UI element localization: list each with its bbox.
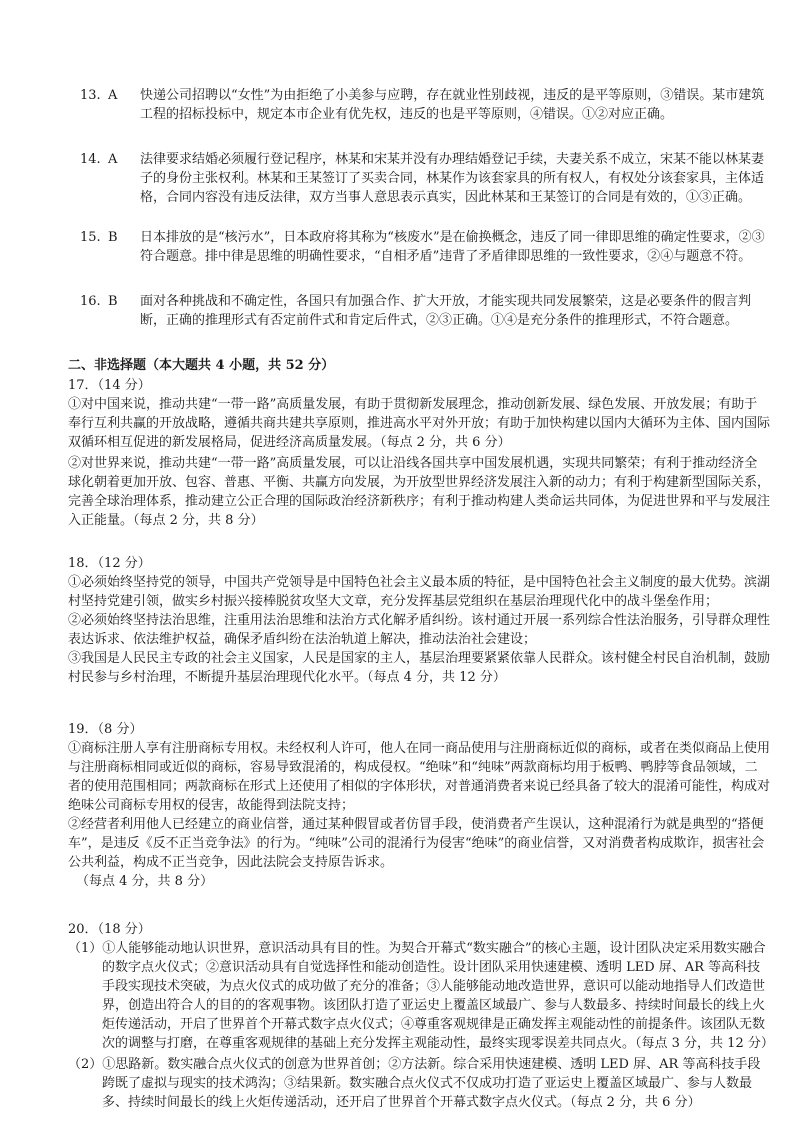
answer-point: ③我国是人民民主专政的社会主义国家，人民是国家的主人，基层治理要紧紧依靠人民群众。该村健全村民自治机制，鼓励村民参与乡村治理，不断提升基层治理现代化水平。（每点 4 分，共 12 分） — [68, 651, 771, 685]
answer-point: ②对世界来说，推动共建“一带一路”高质量发展，可以让沿线各国共享中国发展机遇，实现共同繁荣；有利于推动经济全球化朝着更加开放、包容、普惠、平衡、共赢方向发展，为开放型世界经济发展注入新的动力；有利于构建新型国际关系，完善全球治理体系，推动建立公正合理的国际政治经济新秩序；有利于推动构建人类命运共同体，为促进世界和平与发展注入正能量。（每点 2 分，共 8 分） — [68, 456, 771, 528]
answer-point: ②必须始终坚持法治思维，注重用法治思维和法治方式化解矛盾纠纷。该村通过开展一系列综合性法治服务，引导群众理性表达诉求、依法维护权益，确保矛盾纠纷在法治轨道上解决，推动法治社会建设； — [68, 613, 771, 647]
item-answer: A — [108, 88, 118, 103]
question-20 — [68, 920, 774, 1112]
item-explanation: 日本排放的是“核污水”，日本政府将其称为“核废水”是在偷换概念，违反了同一律即思维的确定性要求，②③符合题意。排中律是思维的明确性要求，“自相矛盾”违背了矛盾律即思维的一致性要求，②④与题意不符。 — [140, 230, 765, 264]
item-explanation: 法律要求结婚必须履行登记程序，林某和宋某并没有办理结婚登记手续，夫妻关系不成立，宋某不能以林某妻子的身份主张权利。林某和王某签订了买卖合同，林某作为该套家具的所有权人，有权处分该套家具，主体适格，合同内容没有违反法律，双方当事人意思表示真实，因此林某和王某签订的合同是有效的，①③正确。 — [140, 152, 765, 205]
item-answer: B — [108, 230, 118, 245]
question-17 — [68, 376, 770, 530]
item-number: 14. — [80, 152, 101, 167]
item-explanation: 快递公司招聘以“女性”为由拒绝了小美参与应聘，存在就业性别歧视，违反的是平等原则，③错误。某市建筑工程的招标投标中，规定本市企业有优先权，违反的也是平等原则，④错误。①②对应正确。 — [140, 88, 765, 122]
answer-point: ①商标注册人享有注册商标专用权。未经权利人许可，他人在同一商品使用与注册商标近似的商标，或者在类似商品上使用与注册商标相同或近似的商标，容易导致混淆的，构成侵权。“绝味”和“纯味”两款商标均用于板鸭、鸭脖等食品领域，二者的使用范围相同；两款商标在形式上还使用了相似的字体形状，对普通消费者来说已经具备了较大的混淆可能性，构成对绝味公司商标专用权的侵害，故能得到法院支持； — [68, 741, 771, 813]
answer-point: ①必须始终坚持党的领导，中国共产党领导是中国特色社会主义最本质的特征，是中国特色社会主义制度的最大优势。滨湖村坚持党建引领，做实乡村振兴接棒脱贫攻坚大文章，充分发挥基层党组织在基层治理现代化中的战斗堡垒作用； — [68, 575, 771, 609]
question-18 — [68, 554, 770, 687]
question-heading: 18．（12 分） — [68, 556, 151, 571]
answer-part-2: （2）①思路新。数实融合点火仪式的创意为世界首创；②方法新。综合采用快速建模、透明 LED 屏、AR 等高科技手段跨既了虚拟与现实的技术鸿沟；③结果新。数实融合点火仪式不仅成功打造了亚运史上覆盖区域最广、参与人数最多、持续时间最长的线上火炬传递活动，还开启了世界首个开幕式数字点火仪式。（每点 2 分，共 6 分） — [68, 1057, 761, 1110]
answer-point: ②经营者利用他人已经建立的商业信誉，通过某种假冒或者仿冒手段，使消费者产生误认，这种混淆行为就是典型的“搭便车”，是违反《反不正当竞争法》的行为。“纯味”公司的混淆行为侵害“绝味”的商业信誉，又对消费者构成欺诈，损害社会公共利益，构成不正当竞争，因此法院会支持原告诉求。 — [68, 817, 765, 870]
question-heading: 17．（14 分） — [68, 378, 151, 393]
question-heading: 20．（18 分） — [68, 922, 151, 937]
section-heading: 二、非选择题（本大题共 4 小题，共 52 分） — [68, 358, 335, 373]
item-answer: A — [108, 152, 118, 167]
item-answer: B — [108, 294, 118, 309]
item-number: 16. — [80, 294, 101, 309]
item-explanation: 面对各种挑战和不确定性，各国只有加强合作、扩大开放，才能实现共同发展繁荣，这是必要条件的假言判断，正确的推理形式有否定前件式和肯定后件式，②③正确。①④是充分条件的推理形式，不符合题意。 — [140, 294, 752, 328]
item-number: 15. — [80, 230, 101, 245]
answer-item-14 — [80, 150, 770, 207]
question-heading: 19．（8 分） — [68, 722, 143, 737]
answer-item-15 — [80, 228, 770, 266]
score-note: （每点 4 分，共 8 分） — [76, 874, 214, 889]
answer-item-13 — [80, 86, 770, 124]
item-number: 13. — [80, 88, 101, 103]
question-19 — [68, 720, 770, 891]
answer-part-1: （1）①人能够能动地认识世界，意识活动具有目的性。为契合开幕式“数实融合”的核心主题，设计团队决定采用数实融合的数字点火仪式；②意识活动具有自觉选择性和能动创造性。设计团队采用快速建模、透明 LED 屏、AR 等高科技手段实现技术突破，为点火仪式的成功做了充分的准备；③人能够能动地改造世界，意识可以能动地指导人们改造世界，创造出符合人的目的的客观事物。该团队打造了亚运史上覆盖区域最广、参与人数最多、持续时间最长的线上火炬传递活动，开启了世界首个开幕式数字点火仪式；④尊重客观规律是正确发挥主观能动性的前提条件。该团队无数次的调整与打磨，在尊重客观规律的基础上充分发挥主观能动性，最终实现零误差共同点火。（每点 3 分，共 12 分） — [68, 941, 774, 1051]
answer-point: ①对中国来说，推动共建“一带一路”高质量发展，有助于贯彻新发展理念，推动创新发展、绿色发展、开放发展；有助于奉行互利共赢的开放战略，遵循共商共建共享原则，推进高水平对外开放；有助于加快构建以国内大循环为主体、国内国际双循环相互促进的新发展格局，促进经济高质量发展。（每点 2 分，共 6 分） — [68, 397, 771, 450]
answer-item-16 — [80, 292, 770, 330]
